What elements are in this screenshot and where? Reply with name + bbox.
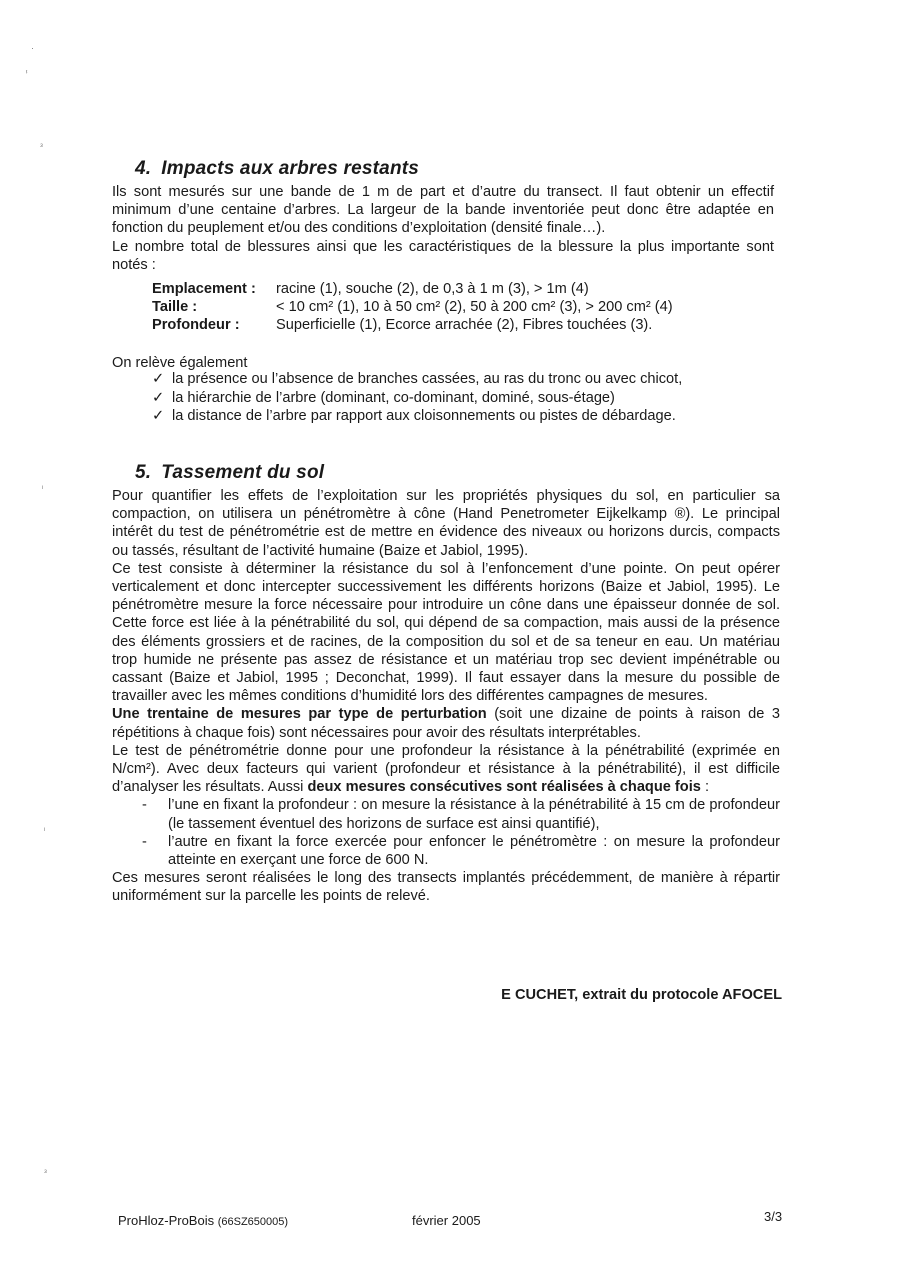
checkmark-icon: ✓ <box>152 371 165 387</box>
footer-project <box>118 1212 288 1231</box>
scan-speck: ᵌ <box>44 1167 47 1177</box>
scan-speck: ᶦ <box>44 825 46 835</box>
section-5-title: Tassement du sol <box>161 462 325 483</box>
list-item <box>112 796 780 832</box>
section-5-paragraph-3 <box>112 705 780 741</box>
section-4-heading <box>135 160 419 178</box>
field-value: < 10 cm² (1), 10 à 50 cm² (2), 50 à 200 cm² (3), > 200 cm² (4) <box>276 299 673 315</box>
wound-fields <box>152 280 772 334</box>
list-item-text: la hiérarchie de l’arbre (dominant, co-dominant, dominé, sous-étage) <box>172 389 615 406</box>
footer-project-name: ProHloz-ProBois <box>118 1213 215 1228</box>
field-label: Emplacement : <box>152 281 256 297</box>
section-5-body <box>112 487 780 906</box>
page-number: 3/3 <box>764 1209 783 1224</box>
list-item <box>152 389 792 408</box>
list-item <box>152 370 792 389</box>
field-row-emplacement <box>152 280 772 298</box>
paragraph-text: (soit une dizaine de points à raison de 3 répétitions à chaque fois) sont nécessaires pour avoir des résultats interprétables. <box>112 706 780 741</box>
signature-line: E CUCHET, extrait du protocole AFOCEL <box>501 987 782 1003</box>
footer-project-code: (66SZ650005) <box>217 1216 289 1228</box>
field-label: Taille : <box>152 299 198 315</box>
observation-checklist <box>152 370 792 426</box>
list-item-text: l’autre en fixant la force exercée pour enfoncer le pénétromètre : on mesure la profondeur atteinte en exerçant une force de 600 N. <box>168 833 780 869</box>
section-4-title: Impacts aux arbres restants <box>161 158 420 179</box>
field-label: Profondeur : <box>152 317 240 333</box>
section-4-intro <box>112 183 774 274</box>
section-5-number: 5. <box>135 462 152 483</box>
bold-phrase: deux mesures consécutives sont réalisées à chaque fois <box>307 779 701 796</box>
bold-phrase: Une trentaine de mesures par type de perturbation <box>112 706 487 723</box>
checkmark-icon: ✓ <box>152 408 165 424</box>
dash-bullet: - <box>142 797 147 814</box>
section-5-heading <box>135 464 324 482</box>
field-row-taille <box>152 298 772 316</box>
list-item-text: la présence ou l’absence de branches cassées, au ras du tronc ou avec chicot, <box>172 371 683 387</box>
paragraph-text: : <box>700 779 709 796</box>
dash-bullet: - <box>142 833 147 850</box>
section-4-paragraph-1: Ils sont mesurés sur une bande de 1 m de part et d’autre du transect. Il faut obtenir un effectif minimum d’une centaine d’arbres. La largeur de la bande inventoriée peut donc être adaptée en fonction du peuplement et/ou des conditions d’exploitation (densité finale…). <box>112 184 774 237</box>
section-5-paragraph-1: Pour quantifier les effets de l’exploitation sur les propriétés physiques du sol, en particulier sa compaction, on utilisera un pénétromètre à cône (Hand Penetrometer Eijkelkamp ®). Le principal intérêt du test de pénétrométrie est de mettre en évidence des niveaux ou horizons durcis, compacts ou tassés, résultant de l’activité humaine (Baize et Jabiol, 1995). <box>112 488 780 559</box>
scan-speck: ⸯ <box>24 71 30 81</box>
scan-speck: ᶦ <box>42 483 44 493</box>
list-item <box>152 407 792 426</box>
checkmark-icon: ✓ <box>152 389 165 406</box>
paragraph-text: Le test de pénétrométrie donne pour une profondeur la résistance à la pénétrabilité (exprimée en N/cm²). Avec deux facteurs qui varient (profondeur et résistance à la pénétrabilité), il est difficile d’analyser les résultats. Aussi <box>112 742 780 796</box>
section-5-paragraph-5: Ces mesures seront réalisées le long des transects implantés précédemment, de manière à répartir uniformément sur la parcelle les points de relevé. <box>112 870 780 905</box>
also-label: On relève également <box>112 355 248 371</box>
field-row-profondeur <box>152 316 772 334</box>
section-4-number: 4. <box>135 158 152 179</box>
scan-speck: · <box>31 43 34 53</box>
measurement-list <box>112 796 780 869</box>
list-item-text: l’une en fixant la profondeur : on mesure la résistance à la pénétrabilité à 15 cm de profondeur (le tassement éventuel des horizons de surface est ainsi quantifié), <box>168 797 780 832</box>
list-item-text: la distance de l’arbre par rapport aux cloisonnements ou pistes de débardage. <box>172 408 676 424</box>
section-4-paragraph-2: Le nombre total de blessures ainsi que les caractéristiques de la blessure la plus importante sont notés : <box>112 238 774 273</box>
scan-speck: ᵌ <box>40 141 43 151</box>
section-5-paragraph-2: Ce test consiste à déterminer la résistance du sol à l’enfoncement d’une pointe. On peut opérer verticalement et donc intercepter successivement les différents horizons (Baize et Jabiol, 1995). Le pénétromètre mesure la force nécessaire pour introduire un cône dans une épaisseur donnée de sol. Cette force est liée à la pénétrabilité du sol, qui dépend de sa compaction, mais aussi de la présence des éléments grossiers et de racines, de la composition du sol et de sa teneur en eau. Un matériau trop humide ne présente pas assez de résistance et un matériau trop sec devient impénétrable ou cassant (Baize et Jabiol, 1995 ; Deconchat, 1999). Il faut essayer dans la mesure du possible de travailler avec les mêmes conditions d’humidité lors des différentes campagnes de mesures. <box>112 560 780 705</box>
footer-date: février 2005 <box>412 1213 481 1228</box>
section-5-paragraph-4 <box>112 742 780 797</box>
list-item <box>112 833 780 869</box>
field-value: racine (1), souche (2), de 0,3 à 1 m (3), > 1m (4) <box>276 281 589 297</box>
field-value: Superficielle (1), Ecorce arrachée (2), Fibres touchées (3). <box>276 317 653 333</box>
